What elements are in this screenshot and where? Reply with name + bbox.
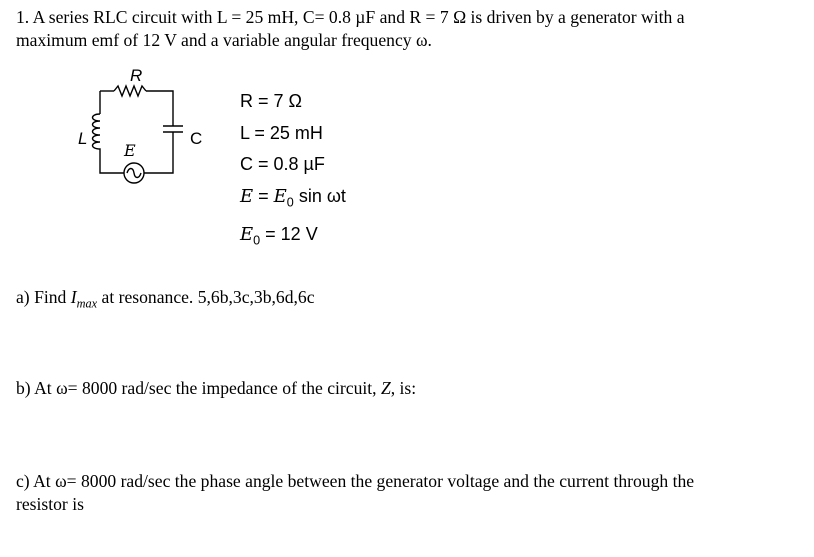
rlc-circuit-diagram — [72, 64, 222, 194]
problem-text-1: A series RLC circuit with L = 25 mH, C= 0.8 µF and R = 7 Ω is driven by a generator with a — [32, 7, 685, 27]
question-b: b) At ω= 8000 rad/sec the impedance of the circuit, Z, is: — [16, 378, 417, 398]
param-emf0: $E_0 = 12$ V — [240, 223, 318, 248]
wire-top-right — [146, 91, 173, 126]
problem-number: 1. — [16, 7, 30, 27]
emf0-symbol-2: E — [240, 223, 254, 245]
generator-wave — [127, 169, 141, 178]
problem-line-1 — [16, 6, 806, 29]
parameter-list — [240, 86, 346, 257]
param-r: R = 7 Ω — [240, 91, 302, 111]
inductor-coil — [93, 114, 101, 154]
wire-bottom-left — [100, 154, 124, 173]
resistor-zigzag — [114, 86, 146, 96]
label-e: E — [124, 141, 136, 160]
wire-right-bottom — [144, 132, 173, 173]
param-c: C = 0.8 µF — [240, 154, 325, 174]
question-a: a) Find $I_{max}$ at resonance. 5,6b,3c,3b,6d,6c — [16, 287, 315, 311]
question-c: c) At ω= 8000 rad/sec the phase angle between the generator voltage and the current through the resistor is — [16, 471, 695, 514]
label-r: R — [130, 66, 143, 85]
problem-line-2: maximum emf of 12 V and a variable angular frequency ω. — [16, 30, 432, 50]
param-l: L = 25 mH — [240, 122, 323, 143]
problem-statement — [16, 6, 806, 52]
label-l: L — [78, 129, 88, 148]
label-c: C — [190, 129, 203, 148]
emf-symbol: E — [240, 185, 254, 207]
param-emf: $E = E_0$ sin ωt — [240, 185, 346, 210]
emf0-symbol: E — [273, 185, 287, 207]
